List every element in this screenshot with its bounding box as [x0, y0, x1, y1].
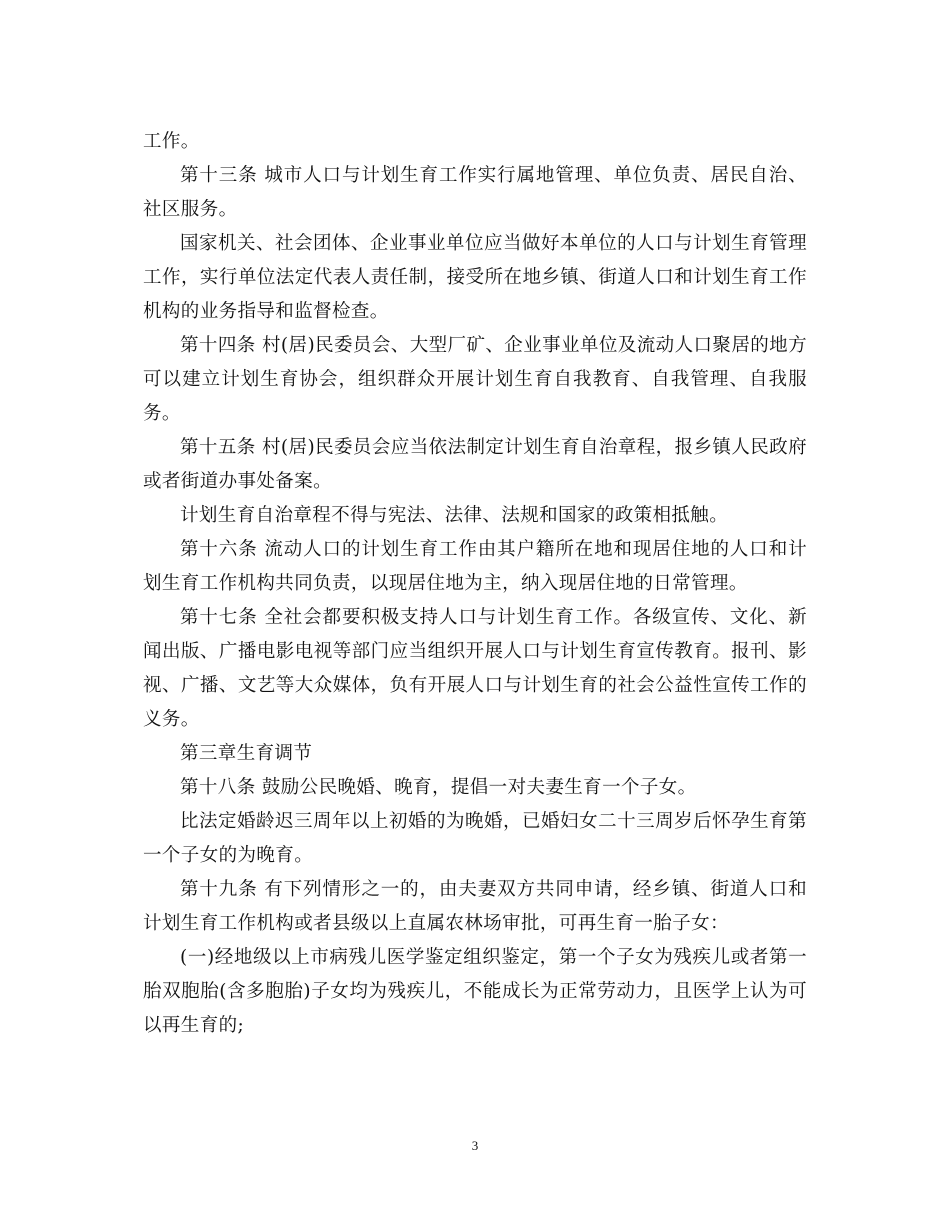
paragraph-article-19: 第十九条 有下列情形之一的，由夫妻双方共同申请，经乡镇、街道人口和计划生育工作机构或者县级以上直属农林场审批，可再生育一胎子女： — [143, 879, 807, 934]
paragraph-article-13-units: 国家机关、社会团体、企业事业单位应当做好本单位的人口与计划生育管理工作，实行单位法定代表人责任制，接受所在地乡镇、街道人口和计划生育工作机构的业务指导和监督检查。 — [143, 233, 807, 322]
paragraph-article-14: 第十四条 村(居)民委员会、大型厂矿、企业事业单位及流动人口聚居的地方可以建立计划生育协会，组织群众开展计划生育自我教育、自我管理、自我服务。 — [143, 335, 807, 424]
paragraph-article-15: 第十五条 村(居)民委员会应当依法制定计划生育自治章程，报乡镇人民政府或者街道办事处备案。 — [143, 437, 807, 492]
paragraph-article-19-item-1: (一)经地级以上市病残儿医学鉴定组织鉴定，第一个子女为残疾儿或者第一胎双胞胎(含多胞胎)子女均为残疾儿，不能成长为正常劳动力，且医学上认为可以再生育的; — [143, 947, 807, 1036]
paragraph-continuation: 工作。 — [143, 131, 200, 152]
paragraph-article-17: 第十七条 全社会都要积极支持人口与计划生育工作。各级宣传、文化、新闻出版、广播电影电视等部门应当组织开展人口与计划生育宣传教育。报刊、影视、广播、文艺等大众媒体，负有开展人口与计划生育的社会公益性宣传工作的义务。 — [143, 607, 807, 730]
page-number: 3 — [471, 1138, 479, 1153]
document-body — [143, 125, 807, 1043]
paragraph-article-18: 第十八条 鼓励公民晚婚、晚育，提倡一对夫妻生育一个子女。 — [180, 777, 697, 798]
paragraph-article-13: 第十三条 城市人口与计划生育工作实行属地管理、单位负责、居民自治、社区服务。 — [143, 165, 807, 220]
paragraph-article-15-charter: 计划生育自治章程不得与宪法、法律、法规和国家的政策相抵触。 — [180, 505, 729, 526]
paragraph-article-16: 第十六条 流动人口的计划生育工作由其户籍所在地和现居住地的人口和计划生育工作机构共同负责，以现居住地为主，纳入现居住地的日常管理。 — [143, 539, 807, 594]
chapter-heading: 第三章生育调节 — [180, 743, 313, 764]
paragraph-article-18-definition: 比法定婚龄迟三周年以上初婚的为晚婚，已婚妇女二十三周岁后怀孕生育第一个子女的为晚育。 — [143, 811, 807, 866]
